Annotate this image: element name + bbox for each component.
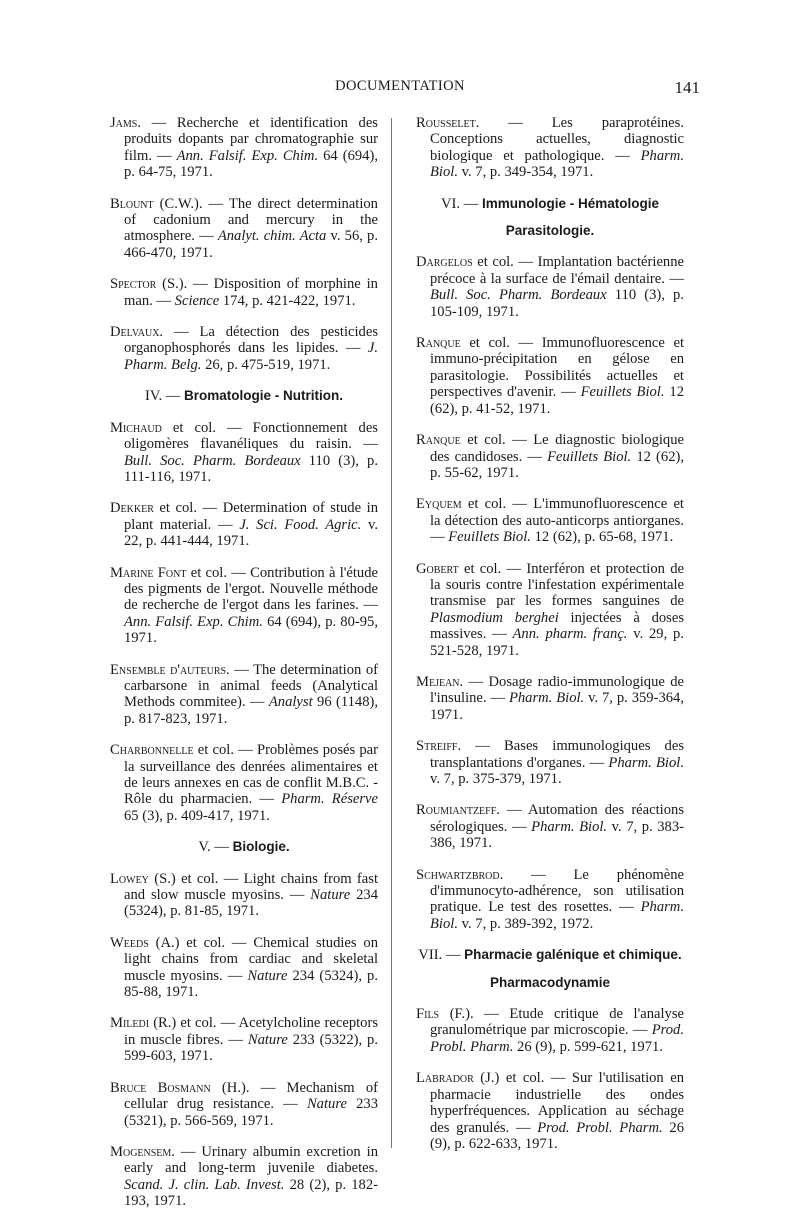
- reference-author: Spector (S.).: [110, 276, 188, 293]
- reference-details: v. 7, p. 349-354, 1971.: [457, 164, 594, 181]
- reference-entry: [110, 115, 378, 181]
- reference-text: — Recherche et identification des produits dopants par chromatographie sur film. —: [124, 115, 378, 164]
- reference-details: 174, p. 421-422, 1971.: [219, 292, 356, 309]
- reference-author: Ensemble d'auteurs.: [110, 661, 230, 678]
- reference-journal: Pharm. Réserve: [281, 791, 378, 808]
- reference-entry: [416, 496, 684, 545]
- reference-entry: [416, 802, 684, 851]
- reference-author: Streiff.: [416, 738, 462, 755]
- reference-journal: Analyt. chim. Acta: [217, 228, 327, 245]
- reference-entry: [110, 276, 378, 309]
- reference-author: Gobert: [416, 560, 459, 577]
- reference-entry: [110, 196, 378, 262]
- section-title: Immunologie - Hématologie: [481, 195, 659, 211]
- reference-text: et col. — Light chains from fast and slow muscle myosins. —: [124, 870, 379, 904]
- reference-entry: [110, 662, 378, 728]
- reference-entry: [110, 500, 378, 549]
- reference-text: — Automation des réactions sérologiques. —: [430, 802, 684, 835]
- reference-entry: [416, 1006, 684, 1055]
- page-number: 141: [674, 78, 700, 97]
- section-heading: [110, 839, 378, 855]
- reference-text: — Les paraprotéines. Conceptions actuelles, diagnostic biologique et pathologique. —: [430, 115, 684, 164]
- reference-details: 110 (3), p. 105-109, 1971.: [430, 287, 684, 320]
- reference-journal: Pharm. Biol.: [608, 754, 684, 771]
- reference-details: 12 (62), p. 65-68, 1971.: [530, 529, 674, 546]
- reference-details: v. 7, p. 383-386, 1971.: [430, 818, 684, 852]
- reference-details: 234 (5324), p. 85-88, 1971.: [124, 967, 378, 1001]
- reference-entry: [416, 867, 684, 933]
- reference-entry: [416, 254, 684, 320]
- reference-text: — Bases immunologiques des transplantations d'organes. —: [430, 738, 684, 771]
- reference-author: Eyquem: [416, 496, 462, 513]
- reference-details: 233 (5322), p. 599-603, 1971.: [124, 1031, 378, 1065]
- reference-author: Weeds (A.): [110, 934, 180, 951]
- reference-text: — Etude critique de l'analyse granulométrique par microscopie. —: [430, 1006, 684, 1039]
- reference-journal: Science: [174, 292, 220, 309]
- reference-author: Labrador (J.): [416, 1070, 500, 1087]
- reference-details: v. 7, p. 389-392, 1972.: [457, 915, 594, 932]
- reference-journal: Plasmodium berghei: [430, 609, 559, 626]
- reference-text: et col. — Problèmes posés par la surveillance des denrées alimentaires et de leurs annexes en cas de conflit M.B.C. - Rôle du pharmacien. —: [124, 742, 378, 808]
- reference-entry: [110, 742, 378, 824]
- reference-entry: [110, 420, 378, 486]
- section-heading: [110, 388, 378, 404]
- reference-entry: [416, 115, 684, 181]
- reference-journal: Ann. Falsif. Exp. Chim.: [124, 613, 263, 630]
- reference-details: 96 (1148), p. 817-823, 1971.: [124, 694, 379, 727]
- reference-author: Mejean.: [416, 673, 464, 690]
- reference-journal: Bull. Soc. Pharm. Bordeaux: [430, 287, 607, 304]
- reference-details: 110 (3), p. 111-116, 1971.: [124, 452, 378, 485]
- reference-details: 12 (62), p. 41-52, 1971.: [430, 384, 684, 417]
- reference-journal: Analyst: [268, 694, 313, 711]
- reference-journal: J. Pharm. Belg.: [124, 340, 378, 373]
- reference-author: Ranque: [416, 335, 461, 352]
- reference-details: 65 (3), p. 409-417, 1971.: [124, 807, 270, 824]
- reference-text: et col. — Immunofluorescence et immuno-précipitation en gélose en parasitologie. Possibilités actuelles et perspectives d'avenir. —: [430, 335, 684, 401]
- reference-journal: Pharm. Biol.: [508, 690, 585, 707]
- reference-text: et col. — Chemical studies on light chains from cardiac and skeletal muscle myosins. —: [124, 934, 378, 984]
- reference-author: Jams.: [110, 115, 142, 131]
- reference-journal: Feuillets Biol.: [547, 448, 632, 465]
- reference-author: Delvaux.: [110, 324, 164, 341]
- section-heading: [416, 196, 684, 212]
- reference-details: v. 29, p. 521-528, 1971.: [430, 626, 684, 659]
- reference-entry: [416, 738, 684, 787]
- section-number: VI. —: [441, 195, 482, 212]
- reference-text: — Le phénomène d'immunocyto-adhérence, son utilisation pratique. Le test des rosettes. —: [430, 866, 684, 916]
- reference-details: 26 (9), p. 622-633, 1971.: [430, 1119, 684, 1152]
- reference-entry: [416, 1070, 684, 1152]
- reference-entry: [110, 935, 378, 1001]
- reference-text: et col. — Implantation bactérienne précoce à la surface de l'émail dentaire. —: [430, 254, 684, 287]
- reference-details: injectées à doses massives. —: [430, 609, 684, 643]
- reference-details: 64 (694), p. 80-95, 1971.: [124, 613, 379, 647]
- reference-journal: Feuillets Biol.: [448, 529, 531, 546]
- reference-author: Bruce Bosmann (H.).: [110, 1079, 250, 1096]
- reference-details: 28 (2), p. 182-193, 1971.: [124, 1176, 378, 1210]
- reference-entry: [110, 565, 378, 647]
- reference-journal: Pharm. Biol.: [430, 899, 684, 932]
- reference-journal: Scand. J. clin. Lab. Invest.: [124, 1176, 285, 1193]
- reference-text: et col. — L'immunofluorescence et la détection des auto-anticorps antiorganes. —: [430, 496, 684, 546]
- reference-text: — Dosage radio-immunologique de l'insuline. —: [430, 673, 684, 707]
- reference-text: et col. — Acetylcholine receptors in muscle fibres. —: [124, 1015, 379, 1048]
- reference-details: v. 7, p. 375-379, 1971.: [430, 771, 562, 787]
- reference-details: v. 56, p. 466-470, 1971.: [124, 228, 378, 261]
- reference-text: et col. — Le diagnostic biologique des candidoses. —: [430, 432, 684, 465]
- reference-author: Charbonnelle: [110, 742, 194, 759]
- reference-journal: Prod. Probl. Pharm.: [430, 1022, 684, 1055]
- subsection-heading: Pharmacodynamie: [489, 974, 611, 990]
- reference-author: Dekker: [110, 500, 154, 517]
- reference-journal: Bull. Soc. Pharm. Bordeaux: [124, 452, 301, 469]
- reference-entry: [110, 871, 378, 920]
- reference-journal: J. Sci. Food. Agric.: [239, 516, 362, 533]
- running-header: DOCUMENTATION: [335, 78, 465, 94]
- reference-author: Marine Font: [110, 564, 187, 581]
- section-title: Bromatologie - Nutrition.: [184, 388, 344, 404]
- reference-author: Miledi (R.): [110, 1015, 177, 1032]
- reference-journal: Feuillets Biol.: [580, 384, 665, 401]
- reference-entry: [416, 674, 684, 723]
- reference-details: 233 (5321), p. 566-569, 1971.: [124, 1096, 378, 1129]
- reference-author: Rousselet.: [416, 115, 480, 131]
- reference-author: Ranque: [416, 432, 461, 449]
- reference-journal: Nature: [247, 967, 288, 984]
- section-title: Pharmacie galénique et chimique.: [464, 947, 682, 963]
- reference-entry: [110, 1144, 378, 1210]
- reference-details: 12 (62), p. 55-62, 1971.: [430, 448, 684, 481]
- reference-text: — The direct determination of cadonium and mercury in the atmosphere. —: [124, 195, 378, 245]
- reference-text: — Urinary albumin excretion in early and long-term juvenile diabetes.: [124, 1143, 378, 1177]
- reference-author: Blount (C.W.).: [110, 195, 203, 212]
- subsection-heading: Parasitologie.: [505, 223, 595, 239]
- reference-author: Schwartzbrod.: [416, 866, 504, 883]
- reference-author: Mogensem.: [110, 1143, 175, 1160]
- reference-author: Roumiantzeff.: [416, 802, 500, 819]
- reference-journal: Prod. Probl. Pharm.: [537, 1119, 663, 1136]
- reference-entry: [416, 561, 684, 659]
- reference-journal: Pharm. Biol.: [430, 147, 684, 181]
- reference-text: et col. — Determination of stude in plant material. —: [124, 500, 378, 533]
- reference-entry: [416, 432, 684, 481]
- reference-details: v. 22, p. 441-444, 1971.: [124, 516, 378, 550]
- reference-journal: Ann. Falsif. Exp. Chim.: [176, 147, 319, 164]
- reference-entry: [110, 1080, 378, 1129]
- reference-entry: [110, 324, 378, 373]
- section-heading: [416, 947, 684, 963]
- section-number: IV. —: [144, 388, 185, 405]
- column-divider: [391, 118, 392, 1148]
- left-column: [110, 115, 378, 1225]
- reference-details: 26, p. 475-519, 1971.: [201, 356, 331, 373]
- reference-author: Lowey (S.): [110, 870, 176, 887]
- reference-text: et col. — Contribution à l'étude des pigments de l'ergot. Nouvelle méthode de recherche de l'ergot dans les farines. —: [124, 564, 378, 614]
- reference-journal: Ann. pharm. franç.: [512, 626, 628, 643]
- reference-author: Dargelos: [416, 254, 473, 271]
- reference-text: — Disposition of morphine in man. —: [124, 276, 378, 309]
- reference-details: 26 (9), p. 599-621, 1971.: [513, 1038, 663, 1055]
- reference-text: et col. — Interféron et protection de la souris contre l'infestation expérimentale transmise par les formes sanguines de: [430, 560, 684, 610]
- reference-journal: Nature: [247, 1031, 288, 1048]
- reference-author: Fils (F.).: [416, 1006, 474, 1023]
- section-number: V. —: [198, 839, 233, 856]
- reference-text: et col. — Fonctionnement des oligomères flavanéliques du raisin. —: [124, 419, 378, 453]
- reference-entry: [110, 1015, 378, 1064]
- reference-text: — Mechanism of cellular drug resistance. —: [124, 1079, 378, 1113]
- reference-entry: [416, 335, 684, 417]
- reference-details: v. 7, p. 359-364, 1971.: [430, 690, 684, 723]
- section-title: Biologie.: [232, 839, 290, 855]
- reference-author: Michaud: [110, 419, 162, 436]
- reference-details: 64 (694), p. 64-75, 1971.: [124, 147, 378, 181]
- reference-text: — The determination of carbarsone in animal feeds (Analytical Methods commitee). —: [124, 661, 378, 711]
- reference-text: — La détection des pesticides organophosphorés dans les lipides. —: [124, 324, 378, 357]
- reference-details: 234 (5324), p. 81-85, 1971.: [124, 887, 378, 920]
- right-column: [416, 115, 684, 1167]
- reference-journal: Pharm. Biol.: [531, 818, 608, 835]
- reference-journal: Nature: [306, 1096, 347, 1113]
- reference-journal: Nature: [310, 887, 351, 904]
- reference-text: et col. — Sur l'utilisation en pharmacie industrielle des ondes hyperfréquences. Application au séchage des granulés. —: [430, 1070, 684, 1136]
- section-number: VII. —: [418, 947, 465, 964]
